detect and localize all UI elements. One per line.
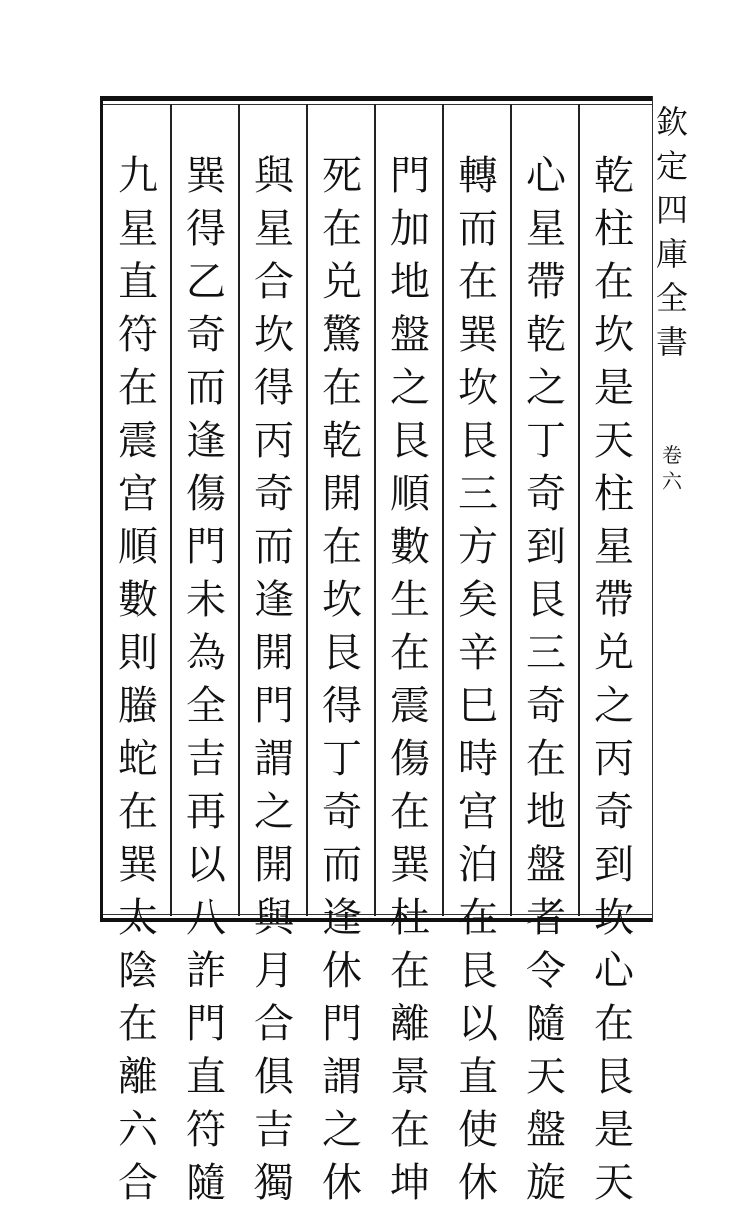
text-char: 在	[118, 789, 158, 835]
text-char: 之	[594, 683, 634, 729]
text-column	[112, 150, 164, 1210]
text-char: 到	[526, 524, 566, 570]
text-char: 旋	[526, 1160, 566, 1206]
column-divider	[578, 104, 580, 916]
text-char: 帶	[526, 259, 566, 305]
text-char: 巽	[186, 153, 226, 199]
text-char: 之	[390, 365, 430, 411]
text-column	[316, 150, 368, 1210]
text-char: 地	[390, 259, 430, 305]
text-char: 盤	[526, 1107, 566, 1153]
book-title-char: 書	[655, 323, 688, 361]
text-char: 詐	[186, 948, 226, 994]
text-char: 加	[390, 206, 430, 252]
text-char: 離	[390, 1001, 430, 1047]
text-char: 而	[254, 524, 294, 570]
text-char: 在	[390, 948, 430, 994]
text-column	[248, 150, 300, 1210]
column-divider	[442, 104, 444, 916]
text-char: 而	[458, 206, 498, 252]
text-char: 震	[118, 418, 158, 464]
text-char: 杜	[390, 895, 430, 941]
text-char: 天	[594, 418, 634, 464]
text-char: 宫	[458, 789, 498, 835]
text-char: 泊	[458, 842, 498, 888]
text-char: 驚	[322, 312, 362, 358]
text-char: 辛	[458, 630, 498, 676]
text-char: 在	[322, 365, 362, 411]
text-char: 俱	[254, 1054, 294, 1100]
text-char: 丙	[254, 418, 294, 464]
text-char: 星	[254, 206, 294, 252]
text-char: 坎	[254, 312, 294, 358]
frame-left-border	[100, 96, 103, 922]
text-char: 傷	[390, 736, 430, 782]
text-char: 丁	[526, 418, 566, 464]
text-char: 未	[186, 577, 226, 623]
text-char: 宫	[118, 471, 158, 517]
text-char: 以	[458, 1001, 498, 1047]
text-char: 奇	[254, 471, 294, 517]
text-char: 九	[118, 153, 158, 199]
text-char: 直	[458, 1054, 498, 1100]
text-char: 傷	[186, 471, 226, 517]
text-char: 逢	[322, 895, 362, 941]
text-char: 矣	[458, 577, 498, 623]
page-margin-strip	[652, 100, 692, 493]
text-char: 六	[118, 1107, 158, 1153]
text-char: 丁	[322, 736, 362, 782]
text-char: 在	[390, 789, 430, 835]
text-char: 數	[118, 577, 158, 623]
text-char: 獨	[254, 1160, 294, 1206]
text-char: 星	[118, 206, 158, 252]
text-char: 合	[254, 259, 294, 305]
text-char: 門	[390, 153, 430, 199]
text-char: 在	[458, 259, 498, 305]
text-char: 符	[118, 312, 158, 358]
text-char: 心	[526, 153, 566, 199]
text-char: 盤	[390, 312, 430, 358]
text-char: 再	[186, 789, 226, 835]
text-char: 在	[594, 259, 634, 305]
text-char: 合	[254, 1001, 294, 1047]
text-char: 是	[594, 365, 634, 411]
text-char: 時	[458, 736, 498, 782]
text-char: 在	[118, 365, 158, 411]
text-char: 奇	[594, 789, 634, 835]
text-char: 吉	[254, 1107, 294, 1153]
text-char: 坎	[594, 312, 634, 358]
text-char: 陰	[118, 948, 158, 994]
text-char: 以	[186, 842, 226, 888]
text-char: 到	[594, 842, 634, 888]
text-column	[520, 150, 572, 1210]
text-char: 開	[254, 630, 294, 676]
text-char: 逢	[186, 418, 226, 464]
text-char: 天	[526, 1054, 566, 1100]
column-divider	[170, 104, 172, 916]
text-char: 柱	[594, 471, 634, 517]
text-char: 在	[118, 1001, 158, 1047]
text-char: 休	[458, 1160, 498, 1206]
text-char: 生	[390, 577, 430, 623]
text-char: 蛇	[118, 736, 158, 782]
text-char: 之	[254, 789, 294, 835]
text-char: 巽	[118, 842, 158, 888]
text-char: 在	[390, 1107, 430, 1153]
text-char: 艮	[322, 630, 362, 676]
book-title	[652, 100, 692, 364]
text-char: 天	[594, 1160, 634, 1206]
text-char: 帶	[594, 577, 634, 623]
text-char: 艮	[458, 418, 498, 464]
text-char: 乾	[322, 418, 362, 464]
text-char: 者	[526, 895, 566, 941]
text-char: 方	[458, 524, 498, 570]
text-column	[180, 150, 232, 1210]
text-column	[452, 150, 504, 1210]
text-char: 星	[594, 524, 634, 570]
text-char: 而	[186, 365, 226, 411]
text-char: 吉	[186, 736, 226, 782]
text-char: 得	[254, 365, 294, 411]
volume-char: 六	[662, 469, 682, 493]
text-char: 門	[186, 524, 226, 570]
text-char: 星	[526, 206, 566, 252]
column-divider	[306, 104, 308, 916]
text-char: 兑	[322, 259, 362, 305]
text-char: 隨	[526, 1001, 566, 1047]
volume-label	[657, 442, 687, 494]
text-char: 乾	[594, 153, 634, 199]
text-char: 景	[390, 1054, 430, 1100]
text-char: 在	[526, 736, 566, 782]
text-char: 在	[594, 1001, 634, 1047]
text-char: 謂	[322, 1054, 362, 1100]
text-char: 則	[118, 630, 158, 676]
text-char: 順	[118, 524, 158, 570]
text-column	[384, 150, 436, 1210]
text-char: 得	[322, 683, 362, 729]
text-char: 直	[186, 1054, 226, 1100]
book-title-char: 庫	[655, 235, 688, 273]
text-char: 死	[322, 153, 362, 199]
text-char: 謂	[254, 736, 294, 782]
text-char: 是	[594, 1107, 634, 1153]
text-char: 逢	[254, 577, 294, 623]
text-char: 三	[526, 630, 566, 676]
text-char: 之	[526, 365, 566, 411]
book-title-char: 四	[655, 191, 688, 229]
text-char: 符	[186, 1107, 226, 1153]
text-char: 在	[458, 895, 498, 941]
text-char: 乾	[526, 312, 566, 358]
text-char: 艮	[458, 948, 498, 994]
column-divider	[510, 104, 512, 916]
text-char: 開	[322, 471, 362, 517]
frame-top-inner-border	[100, 104, 652, 105]
column-divider	[238, 104, 240, 916]
text-char: 艮	[390, 418, 430, 464]
text-char: 巽	[390, 842, 430, 888]
text-char: 全	[186, 683, 226, 729]
text-char: 奇	[526, 471, 566, 517]
text-char: 順	[390, 471, 430, 517]
text-char: 與	[254, 895, 294, 941]
text-char: 數	[390, 524, 430, 570]
text-char: 直	[118, 259, 158, 305]
text-char: 休	[322, 1160, 362, 1206]
text-char: 為	[186, 630, 226, 676]
text-char: 在	[322, 524, 362, 570]
text-char: 坎	[594, 895, 634, 941]
text-char: 三	[458, 471, 498, 517]
text-char: 心	[594, 948, 634, 994]
text-char: 月	[254, 948, 294, 994]
text-char: 門	[322, 1001, 362, 1047]
text-char: 兑	[594, 630, 634, 676]
text-char: 巳	[458, 683, 498, 729]
text-char: 八	[186, 895, 226, 941]
text-char: 門	[254, 683, 294, 729]
text-char: 開	[254, 842, 294, 888]
text-char: 而	[322, 842, 362, 888]
text-char: 奇	[186, 312, 226, 358]
text-char: 隨	[186, 1160, 226, 1206]
text-char: 坎	[458, 365, 498, 411]
text-column	[588, 150, 640, 1210]
text-char: 坎	[322, 577, 362, 623]
text-char: 地	[526, 789, 566, 835]
text-char: 螣	[118, 683, 158, 729]
text-char: 門	[186, 1001, 226, 1047]
text-char: 巽	[458, 312, 498, 358]
text-char: 艮	[526, 577, 566, 623]
text-char: 太	[118, 895, 158, 941]
text-char: 艮	[594, 1054, 634, 1100]
text-char: 合	[118, 1160, 158, 1206]
volume-char: 卷	[662, 443, 682, 467]
text-char: 在	[322, 206, 362, 252]
text-char: 與	[254, 153, 294, 199]
book-title-char: 全	[655, 279, 688, 317]
text-char: 奇	[322, 789, 362, 835]
text-char: 得	[186, 206, 226, 252]
text-char: 在	[390, 630, 430, 676]
text-char: 之	[322, 1107, 362, 1153]
book-title-char: 定	[655, 147, 688, 185]
text-char: 柱	[594, 206, 634, 252]
text-char: 奇	[526, 683, 566, 729]
text-char: 坤	[390, 1160, 430, 1206]
frame-top-border	[100, 96, 652, 101]
text-char: 乙	[186, 259, 226, 305]
text-char: 休	[322, 948, 362, 994]
text-char: 轉	[458, 153, 498, 199]
text-char: 離	[118, 1054, 158, 1100]
column-divider	[374, 104, 376, 916]
text-char: 盤	[526, 842, 566, 888]
text-char: 使	[458, 1107, 498, 1153]
text-char: 令	[526, 948, 566, 994]
book-title-char: 欽	[655, 103, 688, 141]
text-char: 震	[390, 683, 430, 729]
text-char: 丙	[594, 736, 634, 782]
